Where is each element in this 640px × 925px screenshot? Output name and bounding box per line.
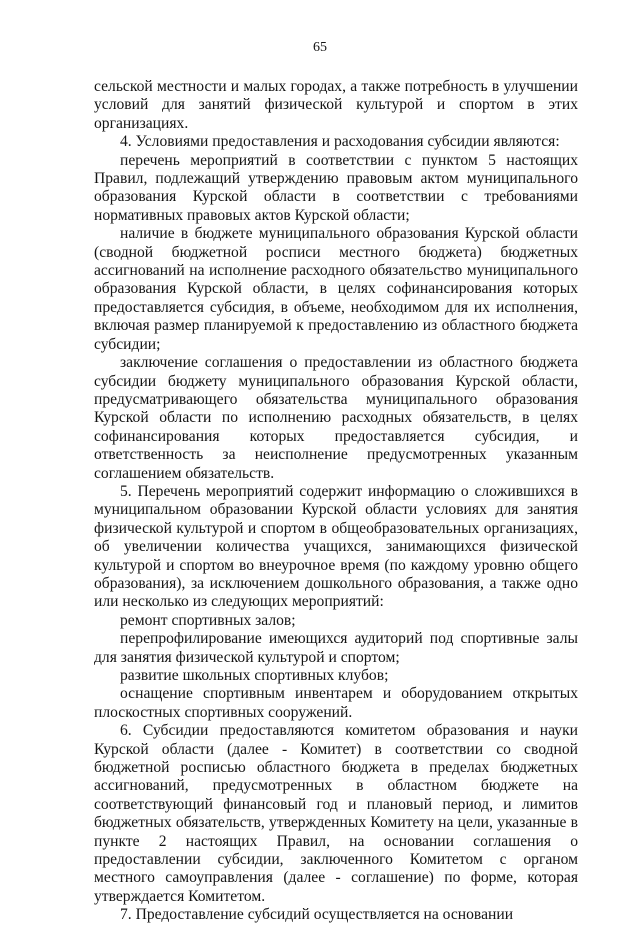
paragraph-item-4-condition-2: наличие в бюджете муниципального образования Курской области (сводной бюджетной росписи местного бюджета) бюджетных ассигнований на исполнение расходного обязательство муниципального образования Курской области, в целях софинансирования которых предоставляется субсидия, в объеме, необходимом для их исполнения, включая размер планируемой к предоставлению из областного бюджета субсидии; — [94, 225, 578, 353]
paragraph-continuation: сельской местности и малых городах, а также потребность в улучшении условий для занятий физической культурой и спортом в этих организациях. — [94, 78, 578, 132]
paragraph-item-4-heading: 4. Условиями предоставления и расходования субсидии являются: — [120, 133, 560, 151]
paragraph-activity-3: развитие школьных спортивных клубов; — [120, 667, 389, 684]
paragraph-item-6: 6. Субсидии предоставляются комитетом образования и науки Курской области (далее - Комитет) в соответствии со сводной бюджетной росписью областного бюджета в пределах бюджетных ассигнований, предусмотренных в областном бюджете на соответствующий финансовый год и плановый период, и лимитов бюджетных обязательств, утвержденных Комитету на цели, указанные в пункте 2 настоящих Правил, на основании соглашения о предоставлении субсидии, заключенного Комитетом с органом местного самоуправления (далее - соглашение) по форме, которая утверждается Комитетом. — [94, 722, 578, 905]
paragraph-item-7: 7. Предоставление субсидий осуществляется на основании — [120, 906, 514, 924]
paragraph-activity-4: оснащение спортивным инвентарем и оборудованием открытых плоскостных спортивных сооружений. — [94, 685, 578, 721]
page-number: 65 — [313, 40, 327, 55]
paragraph-activity-2: перепрофилирование имеющихся аудиторий под спортивные залы для занятия физической культурой и спортом; — [94, 630, 578, 666]
document-body — [94, 78, 578, 925]
paragraph-item-4-condition-3: заключение соглашения о предоставлении из областного бюджета субсидии бюджету муниципального образования Курской области, предусматривающего обязательства муниципального образования Курской области по исполнению расходных обязательств, в целях софинансирования которых предоставляется субсидия, и ответственность за неисполнение предусмотренных указанным соглашением обязательств. — [94, 354, 578, 482]
paragraph-item-5: 5. Перечень мероприятий содержит информацию о сложившихся в муниципальном образовании Курской области условиях для занятия физической культурой и спортом в общеобразовательных организациях, об увеличении количества учащихся, занимающихся физической культурой и спортом во внеурочное время (по каждому уровню общего образования), за исключением дошкольного образования, а также одно или несколько из следующих мероприятий: — [94, 482, 578, 611]
paragraph-activity-1: ремонт спортивных залов; — [120, 611, 296, 629]
paragraph-item-4-condition-1: перечень мероприятий в соответствии с пунктом 5 настоящих Правил, подлежащий утверждению правовым актом муниципального образования Курской области в соответствии с требованиями нормативных правовых актов Курской области; — [94, 151, 578, 224]
